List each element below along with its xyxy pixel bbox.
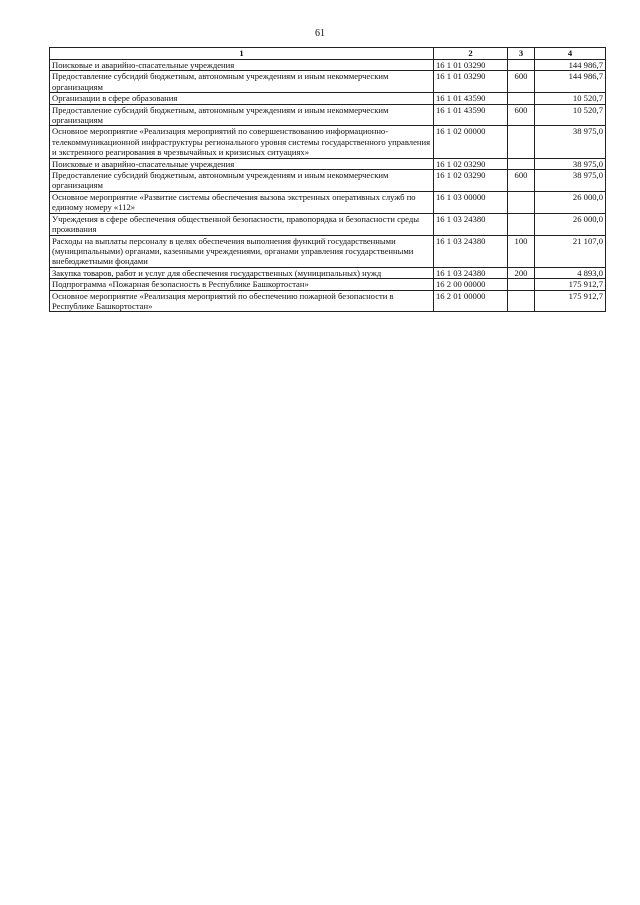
table-row [50,279,606,290]
row-sum: 26 000,0 [535,191,606,213]
row-sum: 38 975,0 [535,126,606,158]
row-code: 16 1 03 24380 [434,213,508,235]
row-expense-type: 600 [508,104,535,126]
row-expense-type [508,60,535,71]
row-sum: 175 912,7 [535,279,606,290]
budget-table [49,47,606,312]
row-code: 16 1 03 00000 [434,191,508,213]
row-expense-type: 600 [508,170,535,192]
row-name: Подпрограмма «Пожарная безопасность в Республике Башкортостан» [50,279,434,290]
row-name: Учреждения в сфере обеспечения общественной безопасности, правопорядка и безопасности среды проживания [50,213,434,235]
row-name: Основное мероприятие «Развитие системы обеспечения вызова экстренных оперативных служб по единому номеру «112» [50,191,434,213]
row-code: 16 1 01 03290 [434,71,508,93]
row-code: 16 1 01 43590 [434,93,508,104]
row-expense-type [508,93,535,104]
row-code: 16 1 01 43590 [434,104,508,126]
row-name: Основное мероприятие «Реализация мероприятий по совершенствованию информационно-телекоммуникационной инфраструктуры регионального уровня системы государственного управления и экстренного реагирования в чрезвычайных и кризисных ситуациях» [50,126,434,158]
row-code: 16 1 02 03290 [434,170,508,192]
row-expense-type: 100 [508,235,535,267]
table-row [50,126,606,158]
header-col-1: 1 [50,48,434,60]
row-name: Организации в сфере образования [50,93,434,104]
row-expense-type [508,290,535,312]
row-name: Закупка товаров, работ и услуг для обеспечения государственных (муниципальных) нужд [50,267,434,278]
row-code: 16 1 02 00000 [434,126,508,158]
table-row [50,170,606,192]
row-name: Поисковые и аварийно-спасательные учреждения [50,60,434,71]
page-number: 61 [315,28,325,39]
row-name: Основное мероприятие «Реализация мероприятий по обеспечению пожарной безопасности в Республике Башкортостан» [50,290,434,312]
header-col-2: 2 [434,48,508,60]
table-row [50,191,606,213]
row-code: 16 2 01 00000 [434,290,508,312]
table-row [50,290,606,312]
row-code: 16 1 02 03290 [434,158,508,169]
header-col-3: 3 [508,48,535,60]
table-body [50,60,606,312]
row-expense-type [508,191,535,213]
table-row [50,93,606,104]
row-sum: 144 986,7 [535,60,606,71]
row-sum: 21 107,0 [535,235,606,267]
row-expense-type: 600 [508,71,535,93]
table-row [50,104,606,126]
row-name: Предоставление субсидий бюджетным, автономным учреждениям и иным некоммерческим организациям [50,104,434,126]
row-sum: 26 000,0 [535,213,606,235]
row-sum: 144 986,7 [535,71,606,93]
table-row [50,158,606,169]
row-code: 16 1 01 03290 [434,60,508,71]
row-sum: 10 520,7 [535,104,606,126]
row-sum: 10 520,7 [535,93,606,104]
row-sum: 38 975,0 [535,170,606,192]
table-row [50,235,606,267]
row-expense-type: 200 [508,267,535,278]
row-name: Поисковые и аварийно-спасательные учреждения [50,158,434,169]
table-row [50,213,606,235]
row-expense-type [508,279,535,290]
row-name: Предоставление субсидий бюджетным, автономным учреждениям и иным некоммерческим организациям [50,170,434,192]
row-name: Расходы на выплаты персоналу в целях обеспечения выполнения функций государственными (муниципальными) органами, казенными учреждениями, органами управления государственными внебюджетными фондами [50,235,434,267]
row-sum: 38 975,0 [535,158,606,169]
table-row [50,267,606,278]
row-code: 16 1 03 24380 [434,267,508,278]
row-name: Предоставление субсидий бюджетным, автономным учреждениям и иным некоммерческим организациям [50,71,434,93]
table-header [50,48,606,60]
row-expense-type [508,158,535,169]
table-row [50,71,606,93]
row-sum: 175 912,7 [535,290,606,312]
row-expense-type [508,213,535,235]
row-code: 16 2 00 00000 [434,279,508,290]
header-row [50,48,606,60]
row-sum: 4 893,0 [535,267,606,278]
row-expense-type [508,126,535,158]
row-code: 16 1 03 24380 [434,235,508,267]
table-row [50,60,606,71]
header-col-4: 4 [535,48,606,60]
